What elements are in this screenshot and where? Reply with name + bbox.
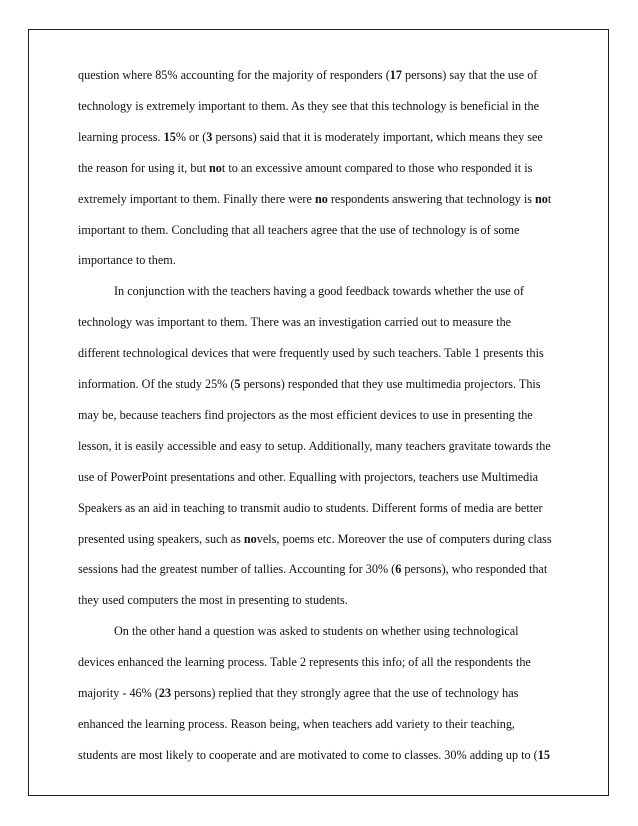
text-line: enhanced the learning process. Reason being, when teachers add variety to their teaching,	[78, 716, 515, 731]
text-line: the reason for using it, but not to an excessive amount compared to those who responded it is	[78, 160, 533, 175]
text-line: devices enhanced the learning process. Table 2 represents this info; of all the respondents the	[78, 655, 531, 670]
text-line: lesson, it is easily accessible and easy to setup. Additionally, many teachers gravitate towards the	[78, 438, 551, 453]
text-line: different technological devices that were frequently used by such teachers. Table 1 presents this	[78, 346, 544, 361]
text-line: important to them. Concluding that all teachers agree that the use of technology is of some	[78, 222, 520, 237]
text-line: may be, because teachers find projectors as the most efficient devices to use in presenting the	[78, 407, 533, 422]
text-line: On the other hand a question was asked to students on whether using technological	[114, 624, 519, 639]
text-line: they used computers the most in presenting to students.	[78, 593, 348, 608]
text-line: technology is extremely important to them. As they see that this technology is beneficial in the	[78, 98, 540, 113]
text-line: extremely important to them. Finally there were no respondents answering that technology is not	[78, 191, 552, 206]
text-line: technology was important to them. There was an investigation carried out to measure the	[78, 315, 512, 330]
text-line: importance to them.	[78, 253, 176, 268]
text-line: question where 85% accounting for the majority of responders (17 persons) say that the use of	[78, 68, 538, 82]
text-line: use of PowerPoint presentations and other. Equalling with projectors, teachers use Multimedia	[78, 469, 539, 484]
text-line: majority - 46% (23 persons) replied that they strongly agree that the use of technology has	[78, 686, 519, 700]
text-line: sessions had the greatest number of tallies. Accounting for 30% (6 persons), who responded that	[78, 562, 548, 577]
text-line: Speakers as an aid in teaching to transmit audio to students. Different forms of media are better	[78, 500, 543, 515]
text-line: presented using speakers, such as novels, poems etc. Moreover the use of computers during class	[78, 531, 552, 546]
text-line: learning process. 15% or (3 persons) said that it is moderately important, which means they see	[78, 129, 543, 144]
text-line: students are most likely to cooperate and are motivated to come to classes. 30% adding up to (15	[78, 747, 550, 762]
text-line: information. Of the study 25% (5 persons) responded that they use multimedia projectors. This	[78, 377, 541, 391]
text-line: In conjunction with the teachers having a good feedback towards whether the use of	[114, 284, 524, 299]
